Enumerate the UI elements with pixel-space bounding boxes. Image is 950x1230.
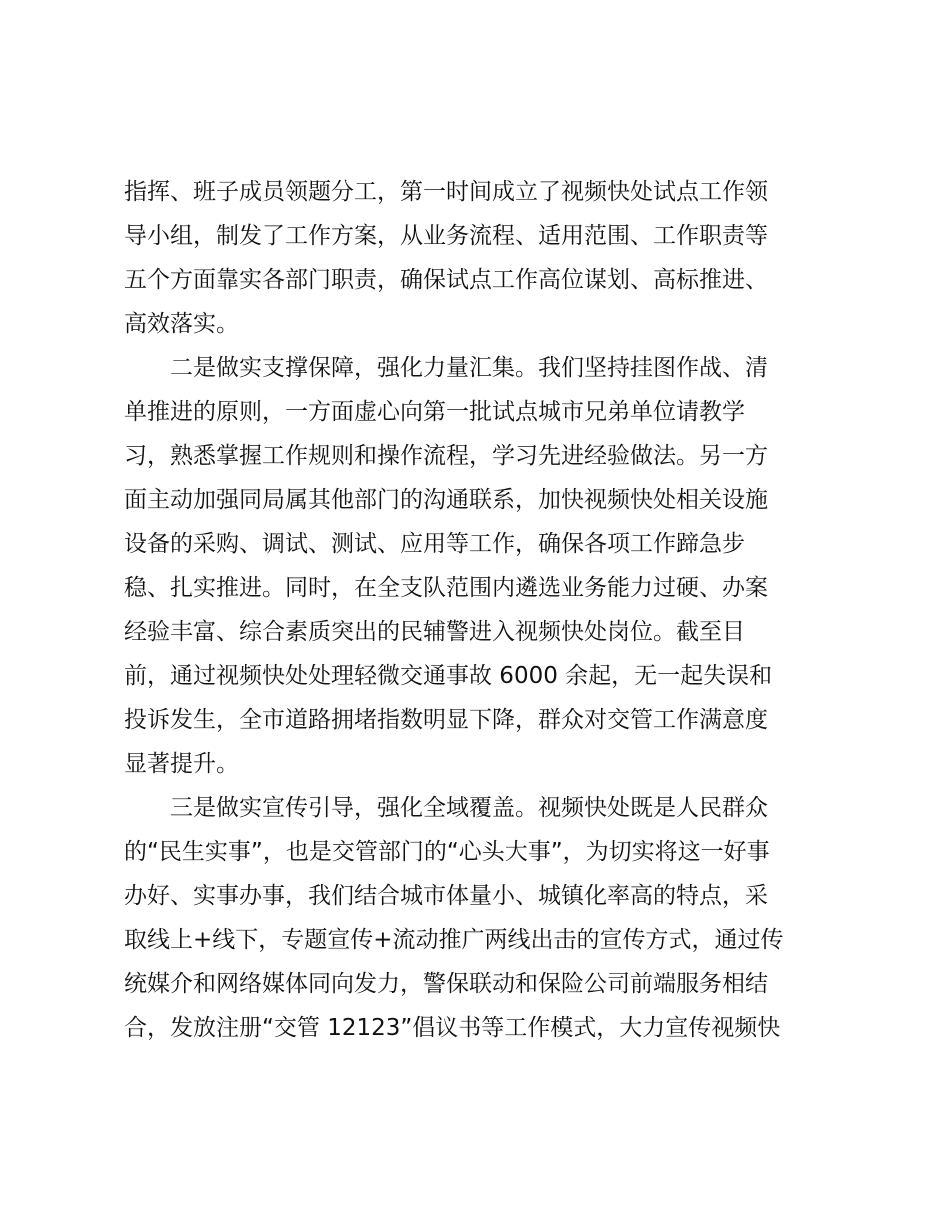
text-line: 取线上+线下，专题宣传+流动推广两线出击的宣传方式，通过传	[124, 927, 784, 953]
text-line: 高效落实。	[124, 311, 239, 337]
text-line: 前，通过视频快处处理轻微交通事故 6000 余起，无一起失误和	[124, 663, 773, 689]
text-line: 的“民生实事”，也是交管部门的“心头大事”，为切实将这一好事	[124, 839, 770, 865]
text-line: 导小组，制发了工作方案，从业务流程、适用范围、工作职责等	[124, 223, 768, 249]
text-line: 办好、实事办事，我们结合城市体量小、城镇化率高的特点，采	[124, 883, 768, 909]
text-line: 指挥、班子成员领题分工，第一时间成立了视频快处试点工作领	[124, 179, 768, 205]
text-line: 稳、扎实推进。同时，在全支队范围内遴选业务能力过硬、办案	[124, 575, 768, 601]
text-line: 五个方面靠实各部门职责，确保试点工作高位谋划、高标推进、	[124, 267, 768, 293]
text-line: 经验丰富、综合素质突出的民辅警进入视频快处岗位。截至目	[124, 619, 745, 645]
text-line: 显著提升。	[124, 751, 239, 777]
body-text	[124, 170, 844, 1050]
text-line: 二是做实支撑保障，强化力量汇集。我们坚持挂图作战、清	[170, 355, 768, 381]
text-line: 三是做实宣传引导，强化全域覆盖。视频快处既是人民群众	[170, 795, 768, 821]
text-line: 面主动加强同局属其他部门的沟通联系，加快视频快处相关设施	[124, 487, 768, 513]
text-line: 合，发放注册“交管 12123”倡议书等工作模式，大力宣传视频快	[124, 1015, 781, 1041]
text-line: 投诉发生，全市道路拥堵指数明显下降，群众对交管工作满意度	[124, 707, 768, 733]
text-line: 统媒介和网络媒体同向发力，警保联动和保险公司前端服务相结	[124, 971, 768, 997]
text-line: 习，熟悉掌握工作规则和操作流程，学习先进经验做法。另一方	[124, 443, 768, 469]
text-line: 单推进的原则，一方面虚心向第一批试点城市兄弟单位请教学	[124, 399, 745, 425]
text-line: 设备的采购、调试、测试、应用等工作，确保各项工作蹄急步	[124, 531, 745, 557]
